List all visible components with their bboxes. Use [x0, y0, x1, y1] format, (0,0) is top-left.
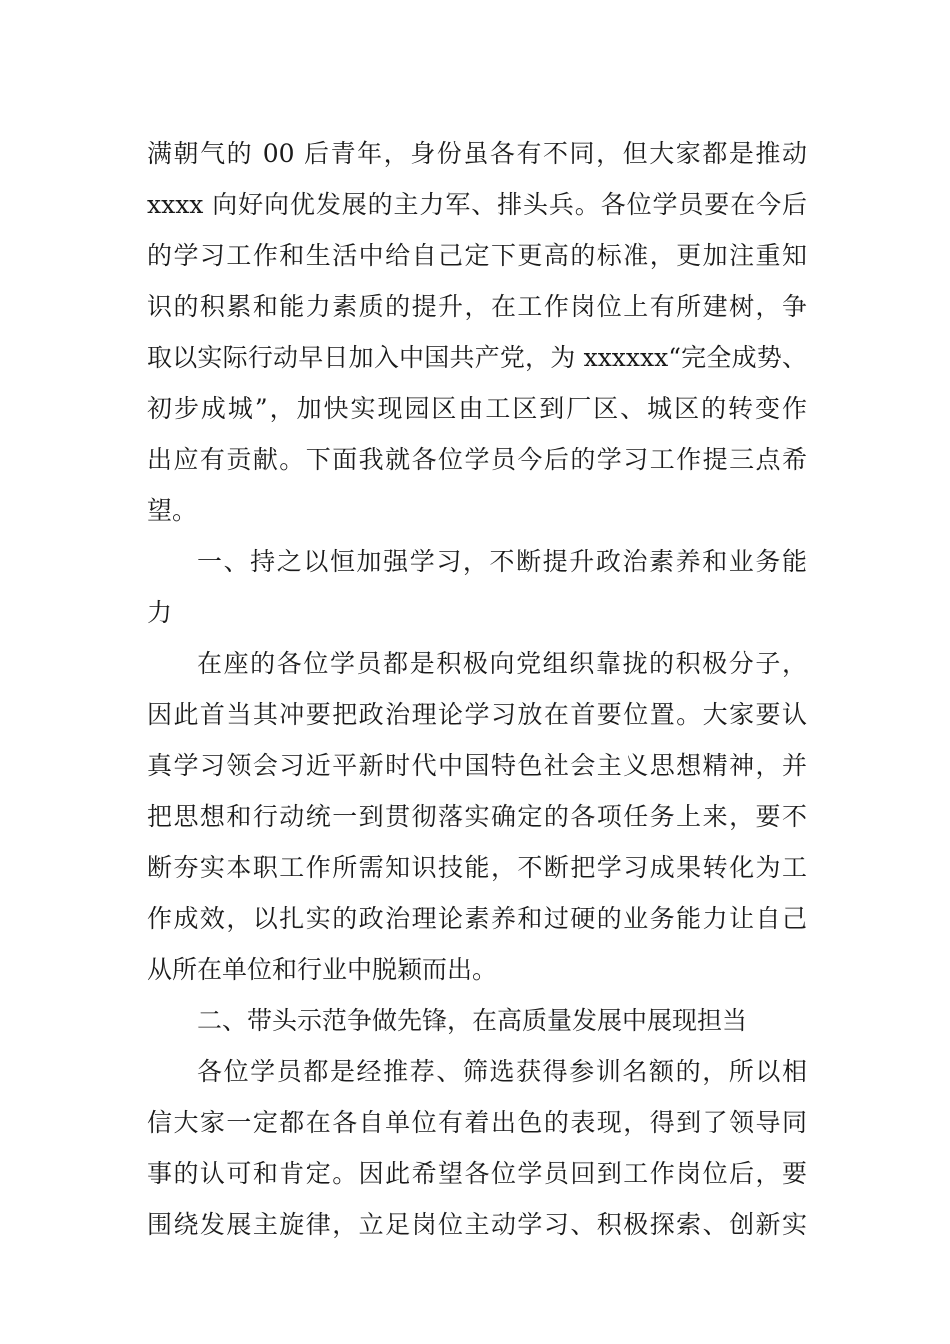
paragraph-line: 信大家一定都在各自单位有着出色的表现，得到了领导同: [147, 1108, 807, 1137]
paragraph-line: 满朝气的 00 后青年，身份虽各有不同，但大家都是推动: [147, 139, 807, 168]
heading-line: 一、持之以恒加强学习，不断提升政治素养和业务能: [197, 547, 807, 576]
paragraph-line: 真学习领会习近平新时代中国特色社会主义思想精神，并: [147, 751, 807, 780]
paragraph-line: 出应有贡献。下面我就各位学员今后的学习工作提三点希: [147, 445, 807, 474]
paragraph-line: xxxx 向好向优发展的主力军、排头兵。各位学员要在今后: [147, 190, 807, 219]
paragraph-line: 作成效，以扎实的政治理论素养和过硬的业务能力让自己: [147, 904, 807, 933]
paragraph-2: [147, 638, 807, 995]
document-body: [147, 128, 807, 1250]
paragraph-line: 从所在单位和行业中脱颖而出。: [147, 955, 498, 984]
paragraph-line: 把思想和行动统一到贯彻落实确定的各项任务上来，要不: [147, 802, 807, 831]
paragraph-line: 断夯实本职工作所需知识技能，不断把学习成果转化为工: [147, 853, 807, 882]
section-heading-1: [147, 536, 807, 638]
paragraph-line: 望。: [147, 496, 198, 525]
paragraph-3: [147, 1046, 807, 1250]
heading-line: 二、带头示范争做先锋，在高质量发展中展现担当: [197, 1006, 748, 1035]
paragraph-line: 在座的各位学员都是积极向党组织靠拢的积极分子，: [197, 649, 807, 678]
paragraph-line: 各位学员都是经推荐、筛选获得参训名额的，所以相: [197, 1057, 807, 1086]
paragraph-line: 取以实际行动早日加入中国共产党，为 xxxxxx“完全成势、: [147, 343, 807, 372]
paragraph-line: 围绕发展主旋律，立足岗位主动学习、积极探索、创新实: [147, 1210, 807, 1239]
paragraph-line: 初步成城”，加快实现园区由工区到厂区、城区的转变作: [147, 394, 807, 423]
paragraph-line: 的学习工作和生活中给自己定下更高的标准，更加注重知: [147, 241, 807, 270]
paragraph-line: 识的积累和能力素质的提升，在工作岗位上有所建树，争: [147, 292, 807, 321]
heading-line: 力: [147, 598, 173, 627]
paragraph-line: 事的认可和肯定。因此希望各位学员回到工作岗位后，要: [147, 1159, 807, 1188]
paragraph-line: 因此首当其冲要把政治理论学习放在首要位置。大家要认: [147, 700, 807, 729]
paragraph-1: [147, 128, 807, 536]
section-heading-2: [147, 995, 807, 1046]
